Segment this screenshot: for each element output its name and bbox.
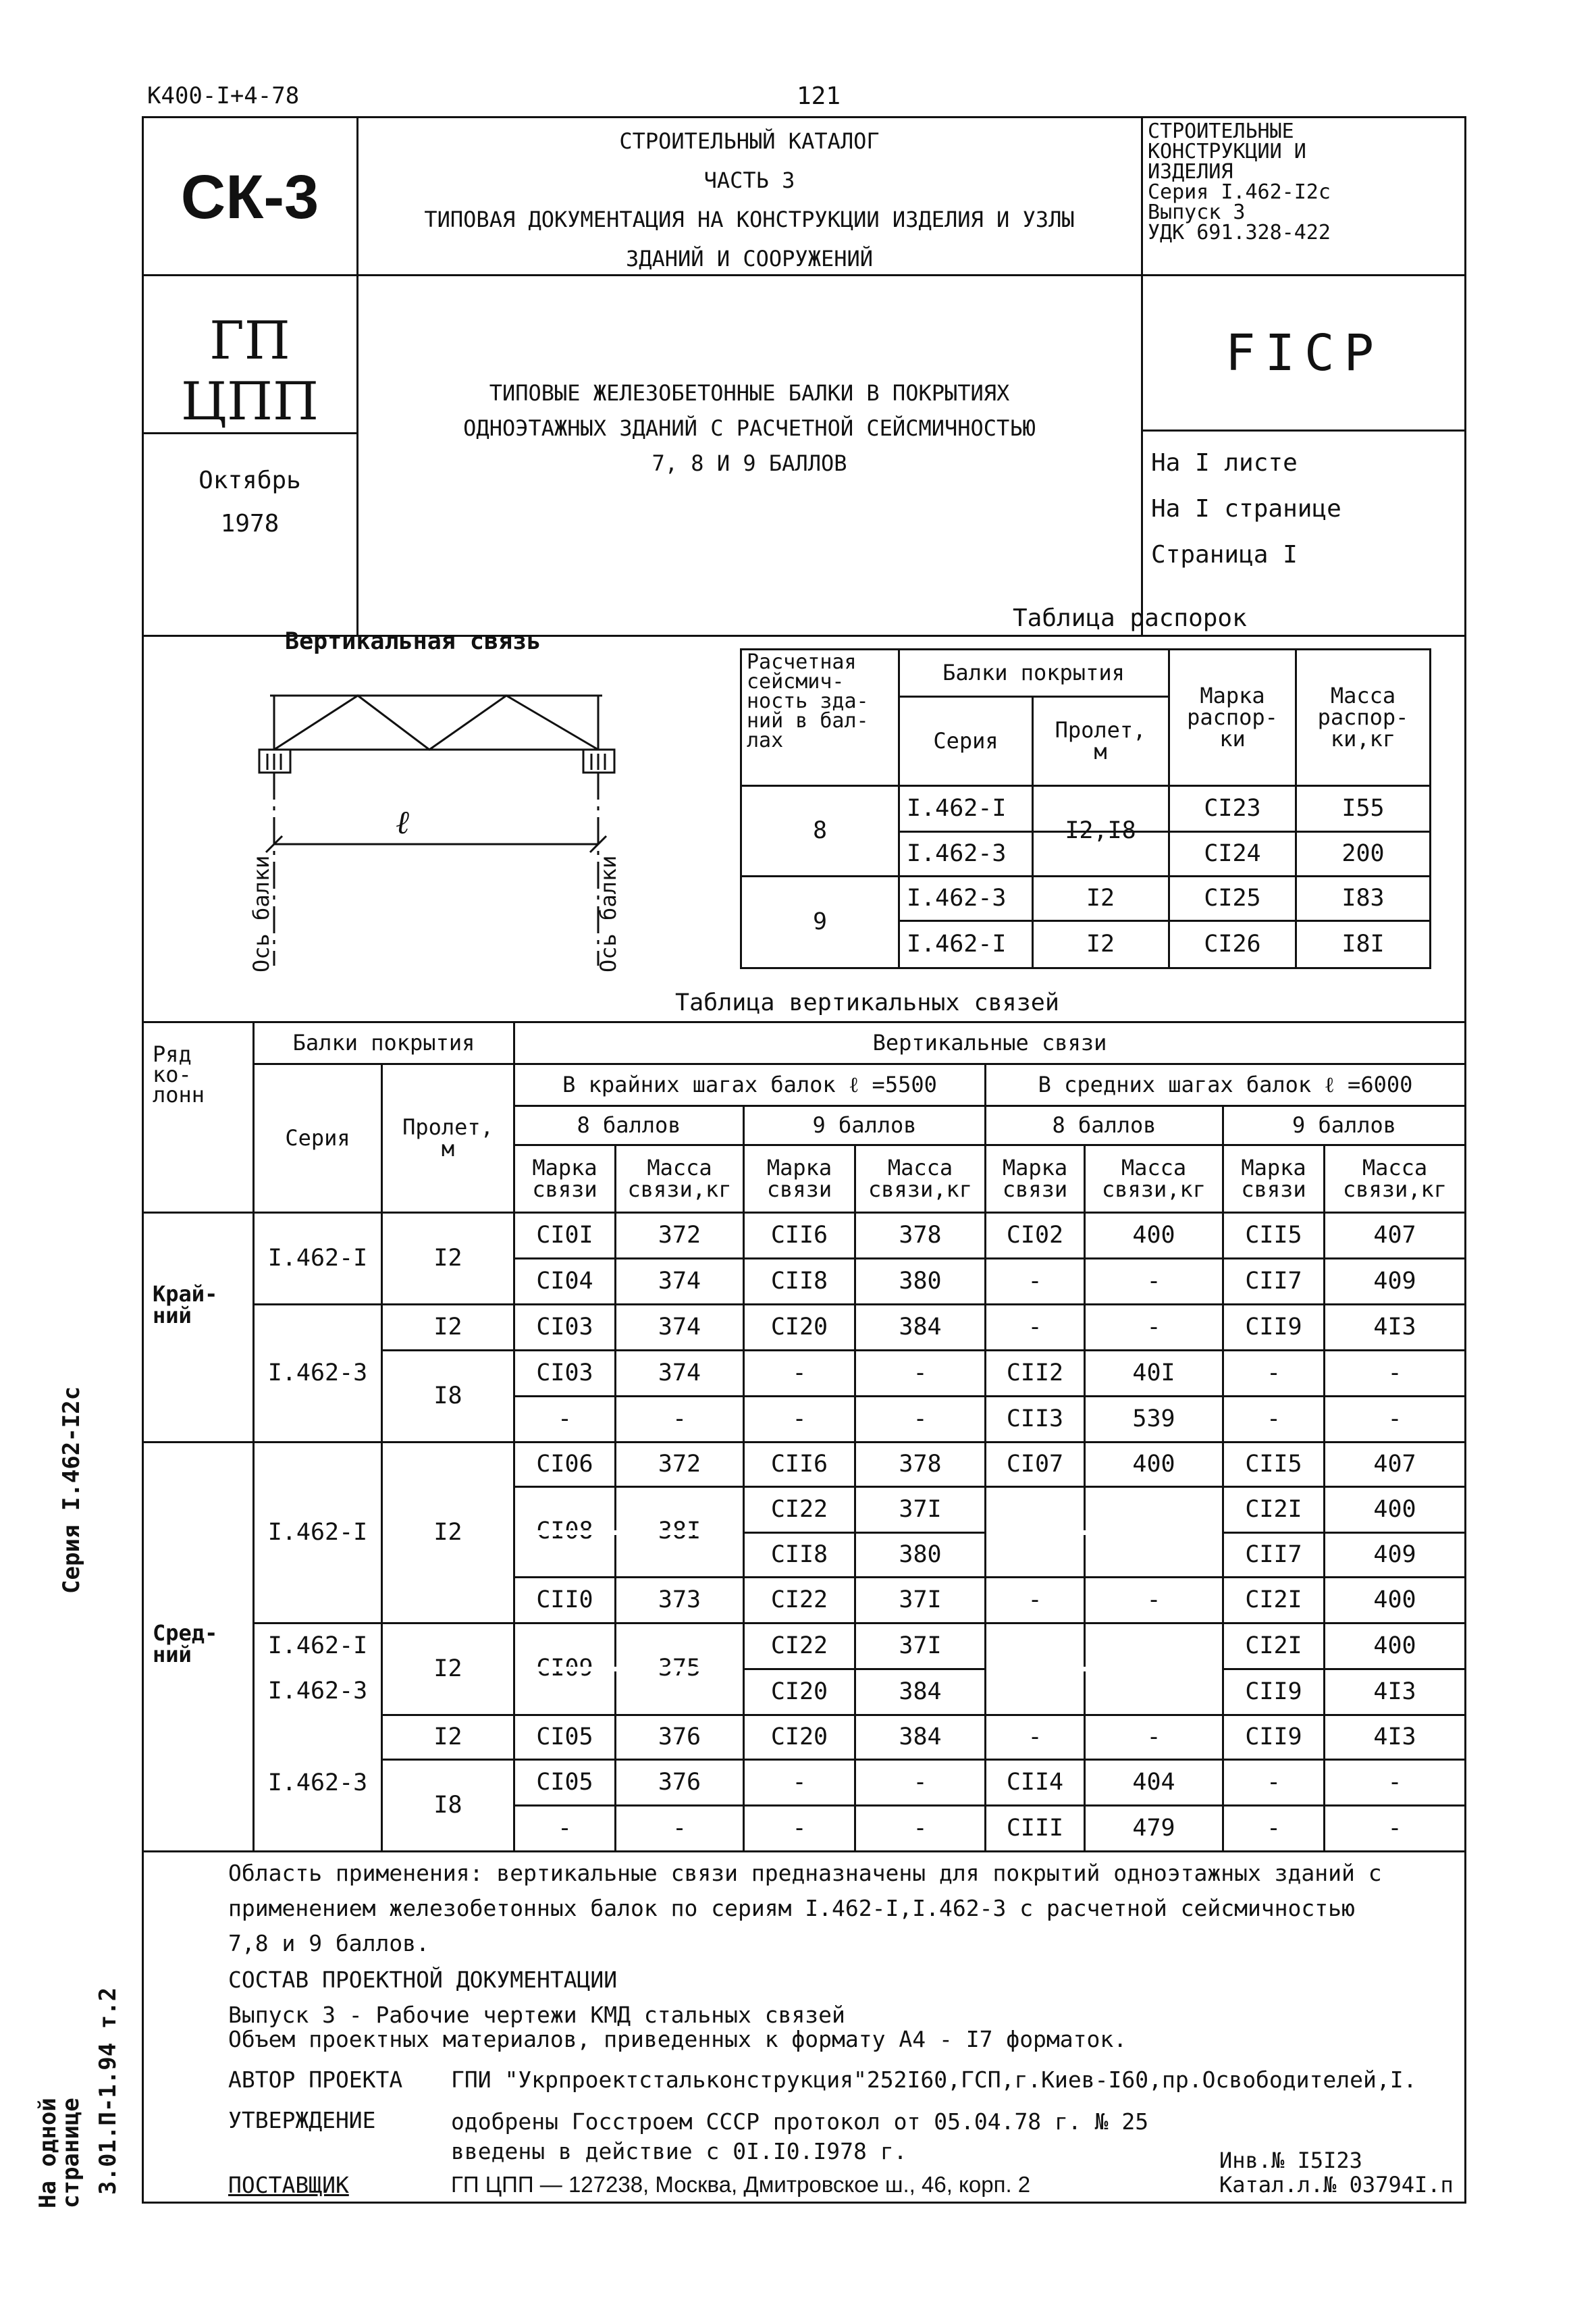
vt-cell: - [1266,1405,1281,1432]
series-info: СТРОИТЕЛЬНЫЕ КОНСТРУКЦИИ И ИЗДЕЛИЯ Серия I.462-I2с Выпуск 3 УДК 691.328-422 [1148,120,1331,244]
vt-cell: CI20 [770,1678,828,1705]
vt-cell: - [1146,1723,1161,1750]
merge-mask [986,1530,1222,1535]
vt-header-mass: Масса связи,кг [868,1155,973,1202]
vt-header-beams: Балки покрытия [292,1030,475,1056]
vt-cell: 407 [1373,1450,1416,1478]
supplier-label: ПОСТАВЩИК [228,2172,349,2198]
approval-label: УТВЕРЖДЕНИЕ [228,2107,376,2133]
spacer-series: I.462-I [907,930,1007,958]
spacer-header-mass: Масса распор- ки,кг [1317,683,1409,752]
publisher: ГП ЦПП [180,311,319,432]
spacer-seismic-9: 9 [812,908,828,935]
vt-header-mark: Марка связи [766,1155,832,1202]
vt-cell: CII9 [1245,1723,1302,1750]
vt-cell: 4I3 [1373,1723,1416,1750]
vt-cell: CI07 [1006,1450,1064,1478]
catalog-sheet-number: Катал.л.№ 03794I.п [1219,2172,1454,2198]
side-code: 3.01.П-1.94 т.2 [95,1987,122,2195]
vt-cell: CI22 [770,1495,828,1523]
vt-cell: 384 [899,1678,942,1705]
vt-cell: - [557,1814,573,1842]
vt-header-braces: Вертикальные связи [872,1030,1107,1056]
vt-header-edge-8: 8 баллов [577,1112,681,1138]
spacer-series: I.462-3 [907,884,1007,912]
spacer-mass: I55 [1341,794,1385,822]
vt-cell: CIII [1006,1814,1064,1842]
spacer-table-title: Таблица распорок [1013,604,1247,632]
vt-cell: 407 [1373,1221,1416,1249]
vt-cell: - [557,1405,573,1432]
vt-cell: CI20 [770,1313,828,1341]
vt-cell: CII6 [770,1221,828,1249]
vt-cell: 539 [1132,1405,1175,1432]
spacer-series: I.462-I [907,794,1007,822]
vt-cell: 404 [1132,1768,1175,1796]
spacer-mass: I83 [1341,884,1385,912]
vt-cell: - [1266,1359,1281,1386]
vt-cell: 479 [1132,1814,1175,1842]
sheet-info: На I листе На I странице Страница I [1151,449,1341,569]
vt-header-mid-8: 8 баллов [1052,1112,1156,1138]
spacer-span: I2 [1086,930,1115,958]
vt-cell: - [1387,1405,1402,1432]
vt-cell: CI05 [536,1723,593,1750]
vt-cell: CII0 [536,1586,593,1613]
vt-cell: - [1146,1313,1161,1341]
vt-cell: 374 [658,1267,701,1295]
axis-label-left: Ось балки [248,855,274,972]
vt-cell: - [672,1814,687,1842]
spacer-mark: CI23 [1204,794,1261,822]
vt-cell: - [913,1405,928,1432]
spacer-mark: CI26 [1204,930,1261,958]
vt-cell: 374 [658,1359,701,1386]
supplier: ГП ЦПП — 127238, Москва, Дмитровское ш., 46, корп. 2 [451,2172,1031,2197]
vt-cell: CI03 [536,1313,593,1341]
vt-header-span: Пролет, м [402,1114,494,1162]
vt-cell: CI06 [536,1450,593,1478]
merge-mask [515,1667,743,1671]
vt-cell: 409 [1373,1267,1416,1295]
composition-list: Выпуск 3 - Рабочие чертежи КМД стальных связей Объем проектных материалов, приведенных к формату А4 - I7 форматок. [228,2002,1127,2052]
vt-cell: 400 [1132,1221,1175,1249]
vt-cell: CII5 [1245,1450,1302,1478]
page-number: 121 [797,82,841,110]
vt-cell: CII7 [1245,1267,1302,1295]
spacer-series: I.462-3 [907,839,1007,867]
vt-cell: - [913,1814,928,1842]
vt-cell: CII8 [770,1267,828,1295]
vt-cell: - [1028,1267,1042,1295]
vt-cell: - [1387,1359,1402,1386]
vt-span: I8 [433,1382,462,1409]
spacer-header-mark: Марка распор- ки [1187,683,1278,752]
vt-cell: - [1146,1586,1161,1613]
spacer-header-beams: Балки покрытия [942,660,1125,685]
vt-header-mark: Марка связи [1241,1155,1306,1202]
spacer-seismic-8: 8 [812,816,828,844]
vt-cell: 372 [658,1221,701,1249]
vt-series: I.462-I [267,1518,368,1546]
vt-span: I8 [433,1791,462,1819]
vt-header-mass: Масса связи,кг [1101,1155,1206,1202]
catalog-title: СТРОИТЕЛЬНЫЙ КАТАЛОГ ЧАСТЬ 3 ТИПОВАЯ ДОКУМЕНТАЦИЯ НА КОНСТРУКЦИИ ИЗДЕЛИЯ И УЗЛЫ ЗДАНИЙ И СООРУЖЕНИЙ [424,128,1075,271]
spacer-header-span: Пролет, м [1055,717,1146,764]
vt-cell: - [792,1768,807,1796]
composition-title: СОСТАВ ПРОЕКТНОЙ ДОКУМЕНТАЦИИ [228,1967,618,1993]
code-fl: FICP [1225,324,1384,382]
vt-cell: CI20 [770,1723,828,1750]
span-label: ℓ [396,804,409,841]
approval: одобрены Госстроем СССР протокол от 05.04.78 г. № 25 введены в действие с 0I.I0.I978 г. [451,2108,1149,2164]
vt-cell: 37I [899,1632,942,1659]
side-series: Серия I.462-I2с [58,1386,85,1594]
vt-cell: 384 [899,1313,942,1341]
vt-cell: 376 [658,1768,701,1796]
row-group-edge: Край- ний [153,1281,218,1328]
vt-cell: 4I3 [1373,1678,1416,1705]
vt-cell: CII2 [1006,1359,1064,1386]
vt-series: I.462-I [267,1632,368,1659]
vt-series: I.462-3 [267,1677,368,1705]
vt-header-mass: Масса связи,кг [1342,1155,1447,1202]
vt-span: I2 [433,1244,462,1272]
vt-cell: CI02 [1006,1221,1064,1249]
vt-series: I.462-I [267,1244,368,1272]
vt-cell: CII9 [1245,1678,1302,1705]
vt-cell: - [913,1768,928,1796]
author-label: АВТОР ПРОЕКТА [228,2067,403,2093]
vt-cell: CII7 [1245,1540,1302,1568]
vt-series: I.462-3 [267,1359,368,1386]
vt-cell: CI04 [536,1267,593,1295]
spacer-header-seismic: Расчетная сейсмич- ность зда- ний в бал- лах [747,650,869,752]
spacer-mass: 200 [1341,839,1385,867]
vt-cell: 378 [899,1450,942,1478]
vt-cell: - [792,1359,807,1386]
vt-cell: CI03 [536,1359,593,1386]
side-page-note: На одной странице [34,2098,84,2208]
vt-header-series: Серия [285,1125,350,1151]
vt-cell: 380 [899,1267,942,1295]
vt-cell: 37I [899,1586,942,1613]
vt-series: I.462-3 [267,1769,368,1796]
vt-cell: 4I3 [1373,1313,1416,1341]
drawing-title: Вертикальная связь [285,628,541,655]
doc-code: К400-I+4-78 [147,82,300,109]
document-title: ТИПОВЫЕ ЖЕЛЕЗОБЕТОННЫЕ БАЛКИ В ПОКРЫТИЯХ ОДНОЭТАЖНЫХ ЗДАНИЙ С РАСЧЕТНОЙ СЕЙСМИЧНОСТЬЮ 7, 8 И 9 БАЛЛОВ [463,380,1036,476]
vt-cell: - [1387,1768,1402,1796]
vt-cell: 400 [1373,1495,1416,1523]
vt-cell: 40I [1132,1359,1175,1386]
vt-cell: 384 [899,1723,942,1750]
vt-cell: CII3 [1006,1405,1064,1432]
vt-cell: CII6 [770,1450,828,1478]
vt-header-mark: Марка связи [1002,1155,1068,1202]
vt-header-middle: В средних шагах балок ℓ =6000 [1038,1072,1413,1097]
issue-date: Октябрь 1978 [198,467,301,538]
vt-header-row: Ряд ко- лонн [153,1041,205,1108]
vt-cell: CII4 [1006,1768,1064,1796]
vt-cell: - [913,1359,928,1386]
inventory-number: Инв.№ I5I23 [1219,2148,1362,2173]
vt-header-mark: Марка связи [532,1155,597,1202]
vertical-table-title: Таблица вертикальных связей [675,989,1059,1016]
vt-cell: 400 [1373,1632,1416,1659]
vt-cell: CI0I [536,1221,593,1249]
vt-cell: 409 [1373,1540,1416,1568]
vt-cell: - [1028,1723,1042,1750]
vt-cell: 37I [899,1495,942,1523]
vt-cell: - [792,1814,807,1842]
vt-span: I2 [433,1723,462,1750]
vt-cell: CII8 [770,1540,828,1568]
spacer-mark: CI24 [1204,839,1261,867]
vt-span: I2 [433,1518,462,1546]
vt-cell: 380 [899,1540,942,1568]
vt-cell: - [1028,1313,1042,1341]
vt-header-edge-9: 9 баллов [812,1112,917,1138]
vt-cell: 374 [658,1313,701,1341]
vt-header-mass: Масса связи,кг [627,1155,732,1202]
vt-cell: CII5 [1245,1221,1302,1249]
vt-span: I2 [433,1313,462,1341]
vt-cell: CI05 [536,1768,593,1796]
axis-label-right: Ось балки [595,855,621,972]
vt-cell: - [1028,1586,1042,1613]
vt-span: I2 [433,1655,462,1682]
vt-cell: - [1266,1768,1281,1796]
vt-cell: - [1146,1267,1161,1295]
spacer-mass: I8I [1341,930,1385,958]
vt-cell: CII9 [1245,1313,1302,1341]
application-note: Область применения: вертикальные связи предназначены для покрытий одноэтажных зданий с применением железобетонных балок по сериям I.462-I,I.462-3 с расчетной сейсмичностью 7,8 и 9 баллов. [228,1860,1382,1956]
vt-header-edge: В крайних шагах балок ℓ =5500 [562,1072,937,1097]
spacer-header-series: Серия [933,728,999,754]
spacer-span-8: I2,I8 [1065,816,1136,844]
vt-cell: CI22 [770,1586,828,1613]
vt-cell: 400 [1132,1450,1175,1478]
spacer-span: I2 [1086,884,1115,912]
vt-cell: 400 [1373,1586,1416,1613]
vt-header-mid-9: 9 баллов [1292,1112,1397,1138]
merge-mask [986,1667,1222,1671]
vt-cell: - [672,1405,687,1432]
merge-mask [515,1530,743,1535]
vt-cell: 378 [899,1221,942,1249]
vt-cell: 373 [658,1586,701,1613]
vertical-brace-drawing [230,669,702,979]
vt-cell: CI2I [1245,1586,1302,1613]
vt-cell: - [1387,1814,1402,1842]
vt-cell: - [1266,1814,1281,1842]
spacer-mark: CI25 [1204,884,1261,912]
vt-cell: CI22 [770,1632,828,1659]
author: ГПИ "Укрпроектстальконструкция"252I60,ГСП,г.Киев-I60,пр.Освободителей,I. [451,2067,1417,2093]
vt-cell: 376 [658,1723,701,1750]
catalog-code: СК-3 [180,163,319,232]
vt-cell: CI2I [1245,1495,1302,1523]
vt-cell: CI2I [1245,1632,1302,1659]
row-group-middle: Сред- ний [153,1620,218,1667]
vt-cell: 372 [658,1450,701,1478]
vt-cell: - [792,1405,807,1432]
